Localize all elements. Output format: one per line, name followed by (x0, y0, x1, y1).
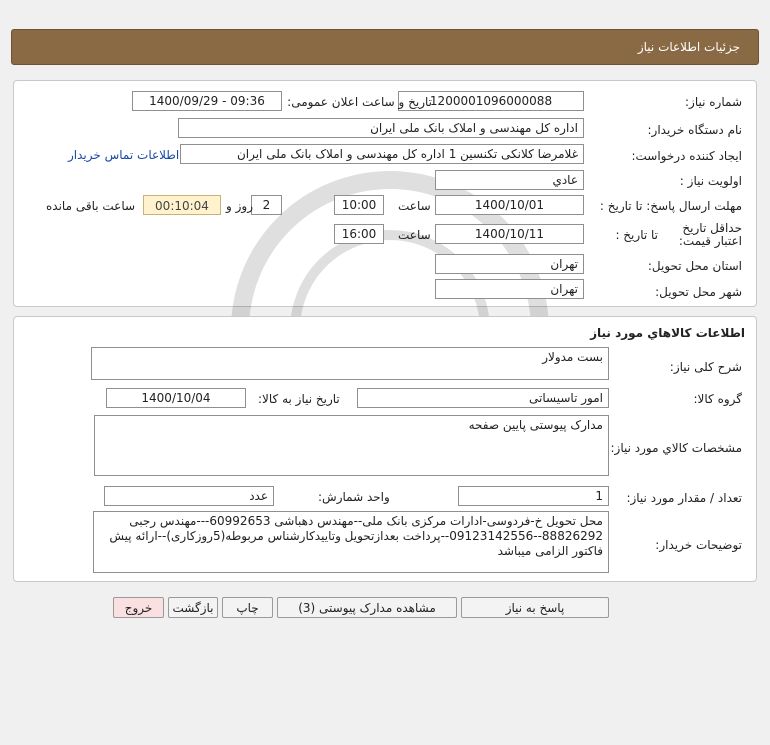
need-info-panel (13, 80, 757, 307)
remaining-time-field: 00:10:04 (143, 195, 221, 215)
days-remaining-field: 2 (251, 195, 282, 215)
goods-group-field: امور تاسیساتی (357, 388, 609, 408)
general-description-label: شرح کلی نیاز: (669, 360, 742, 374)
need-date-field: 1400/10/04 (106, 388, 246, 408)
quantity-field: 1 (458, 486, 609, 506)
unit-field: عدد (104, 486, 274, 506)
delivery-city-field: تهران (435, 279, 584, 299)
unit-label: واحد شمارش: (318, 490, 390, 504)
quantity-label: تعداد / مقدار مورد نیاز: (626, 491, 742, 505)
price-validity-time-field: 16:00 (334, 224, 384, 244)
need-date-label: تاریخ نیاز به کالا: (258, 392, 340, 406)
buyer-org-label: نام دستگاه خریدار: (647, 123, 742, 137)
requester-label: ایجاد کننده درخواست: (631, 149, 742, 163)
deadline-date-field: 1400/10/01 (435, 195, 584, 215)
price-validity-date-field: 1400/10/11 (435, 224, 584, 244)
goods-section-title: اطلاعات کالاهاي مورد نياز (590, 326, 745, 340)
reply-button[interactable]: پاسخ به نیاز (461, 597, 609, 618)
announce-datetime-field: 1400/09/29 - 09:36 (132, 91, 282, 111)
price-validity-label: حداقل تاریخ اعتبار قیمت: (678, 221, 742, 248)
price-validity-to-label: تا تاریخ : (615, 228, 658, 242)
buyer-notes-label: توضیحات خریدار: (655, 538, 742, 552)
announce-datetime-label: تاریخ و ساعت اعلان عمومی: (287, 95, 432, 109)
delivery-city-label: شهر محل تحویل: (655, 285, 742, 299)
priority-field: عادي (435, 170, 584, 190)
deadline-label: مهلت ارسال پاسخ: تا تاریخ : (599, 199, 742, 213)
buyer-notes-field: محل تحویل خ-فردوسی-ادارات مرکزی بانک ملی--مهندس دهباشی 60992653---مهندس رجبی 88826292--09123142556--پرداخت بعدازتحویل وتاییدکارشناس مربوطه(5روزکاری)--ارائه پیش فاکتور الزامی میباشد (93, 511, 609, 573)
exit-button[interactable]: خروج (113, 597, 164, 618)
deadline-time-field: 10:00 (334, 195, 384, 215)
goods-group-label: گروه کالا: (693, 392, 742, 406)
price-validity-time-label: ساعت (398, 228, 431, 242)
deadline-time-label: ساعت (398, 199, 431, 213)
general-description-field: بست مدولار (91, 347, 609, 380)
buyer-contact-link[interactable]: اطلاعات تماس خریدار (68, 148, 180, 162)
goods-specs-label: مشخصات کالاي مورد نياز: (610, 441, 742, 455)
need-number-field: 1200001096000088 (398, 91, 584, 111)
page-header (11, 29, 759, 65)
remaining-time-label: ساعت باقی مانده (46, 199, 136, 213)
priority-label: اولویت نیاز : (679, 174, 742, 188)
page-title: جزئیات اطلاعات نیاز (637, 40, 740, 54)
delivery-province-field: تهران (435, 254, 584, 274)
delivery-province-label: استان محل تحویل: (647, 259, 742, 273)
print-button[interactable]: چاپ (222, 597, 273, 618)
goods-specs-field: مدارک پیوستی پایین صفحه (94, 415, 609, 476)
days-label: روز و (226, 199, 253, 213)
back-button[interactable]: بازگشت (168, 597, 218, 618)
requester-field: غلامرضا کلانکی تکنسین 1 اداره کل مهندسی و املاک بانک ملی ایران (180, 144, 584, 164)
need-number-label: شماره نیاز: (685, 95, 742, 109)
view-attachments-button[interactable]: مشاهده مدارک پیوستی (3) (277, 597, 457, 618)
buyer-org-field: اداره کل مهندسی و املاک بانک ملی ایران (178, 118, 584, 138)
